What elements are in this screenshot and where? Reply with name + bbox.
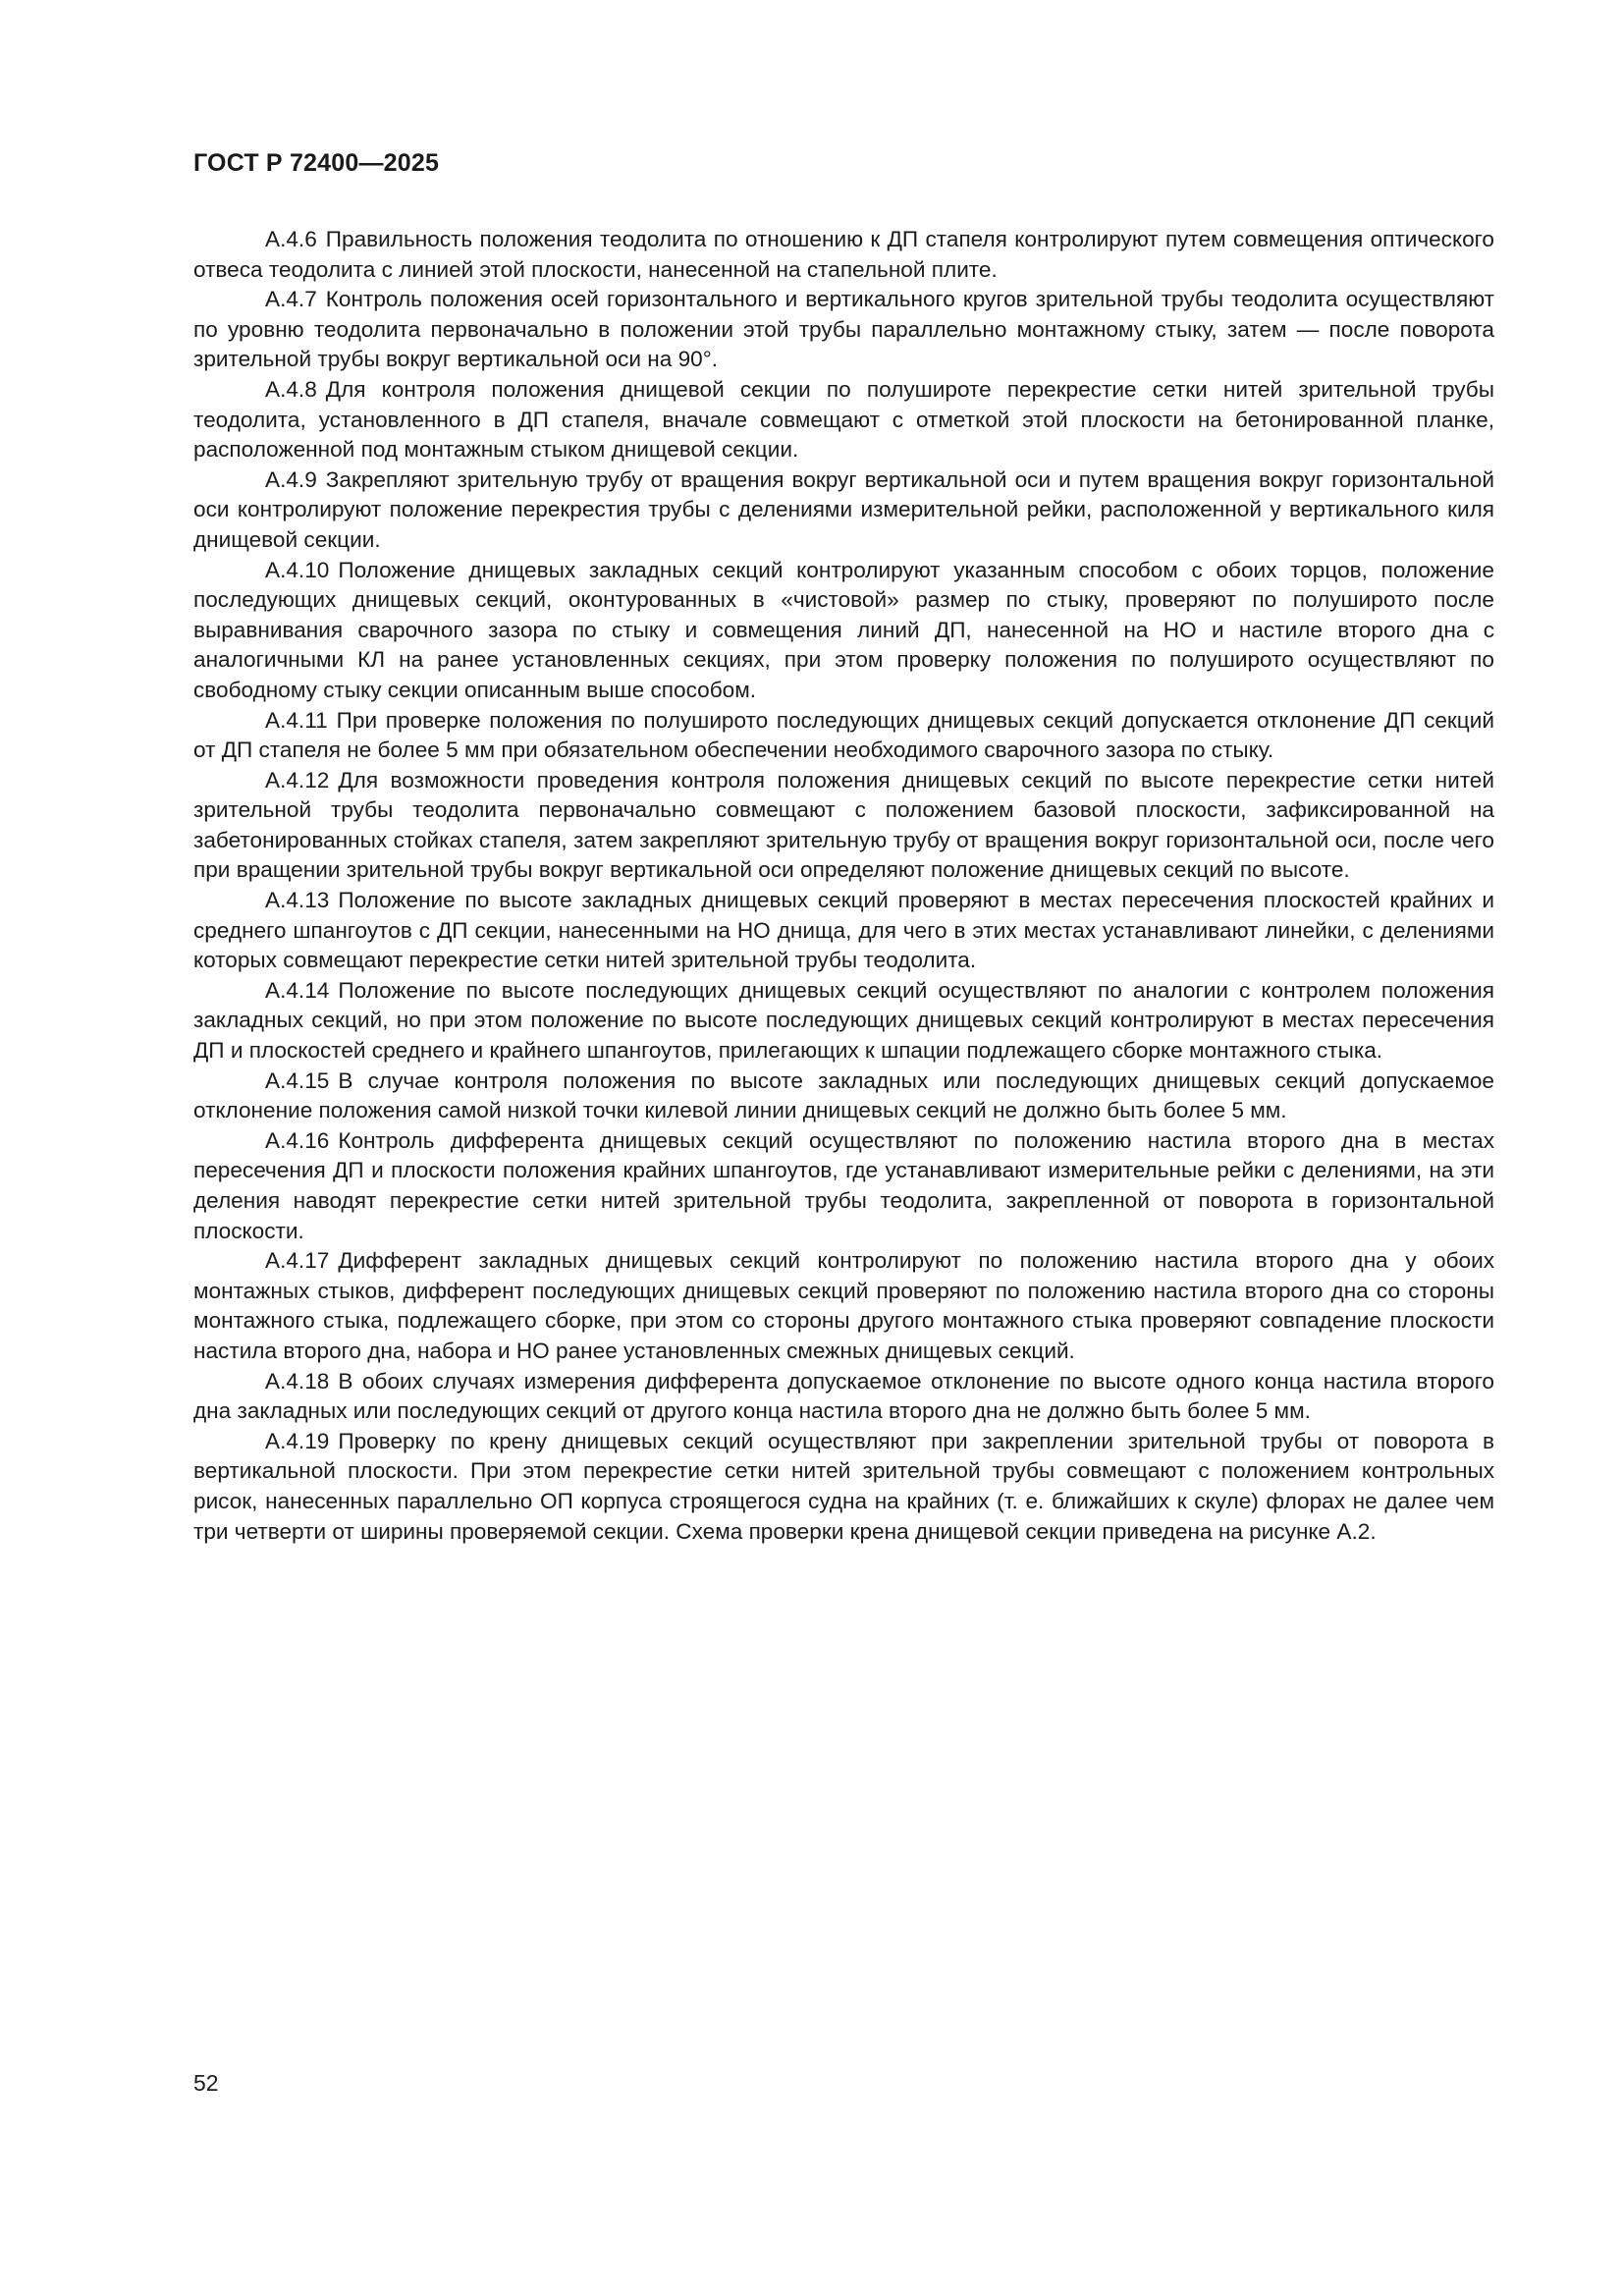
document-body — [193, 225, 1494, 1547]
paragraph-text: При проверке положения по полуширото последующих днищевых секций допускается отклонение ДП секций от ДП стапеля не более 5 мм при обязательном обеспечении необходимого сварочного зазора по стыку. — [193, 707, 1494, 763]
paragraph-number: А.4.8 — [265, 376, 317, 402]
paragraph-a-4-13 — [193, 886, 1494, 976]
paragraph-number: А.4.12 — [265, 767, 330, 793]
paragraph-a-4-12 — [193, 766, 1494, 886]
paragraph-a-4-18 — [193, 1367, 1494, 1427]
paragraph-number: А.4.7 — [265, 287, 317, 312]
paragraph-number: А.4.18 — [265, 1368, 330, 1394]
paragraph-number: А.4.9 — [265, 466, 317, 492]
paragraph-text: Положение по высоте закладных днищевых секций проверяют в местах пересечения плоскостей крайних и среднего шпангоутов с ДП секции, нанесенными на НО днища, для чего в этих местах устанавливают линейки, с делениями которых совмещают перекрестие сетки нитей зрительной трубы теодолита. — [193, 888, 1494, 973]
paragraph-a-4-14 — [193, 976, 1494, 1066]
paragraph-number: А.4.16 — [265, 1127, 330, 1153]
paragraph-text: Для контроля положения днищевой секции по полушироте перекрестие сетки нитей зрительной трубы теодолита, установленного в ДП стапеля, вначале совмещают с отметкой этой плоскости на бетонированной планке, расположенной под монтажным стыком днищевой секции. — [193, 376, 1494, 463]
paragraph-a-4-6 — [193, 225, 1494, 285]
paragraph-a-4-16 — [193, 1126, 1494, 1246]
paragraph-number: А.4.13 — [265, 888, 330, 913]
paragraph-number: А.4.17 — [265, 1248, 330, 1274]
paragraph-text: Положение по высоте последующих днищевых секций осуществляют по аналогии с контролем положения закладных секций, но при этом положение по высоте последующих днищевых секций контролируют в местах пересечения ДП и плоскостей среднего и крайнего шпангоутов, прилегающих к шпации подлежащего сборке монтажного стыка. — [193, 977, 1494, 1064]
paragraph-text: Для возможности проведения контроля положения днищевых секций по высоте перекрестие сетки нитей зрительной трубы теодолита первоначально совмещают с положением базовой плоскости, зафиксированной на забетонированных стойках стапеля, затем закрепляют зрительную трубу от вращения вокруг горизонтальной оси, после чего при вращении зрительной трубы вокруг вертикальной оси определяют положение днищевых секций по высоте. — [193, 767, 1494, 883]
paragraph-text: Правильность положения теодолита по отношению к ДП стапеля контролируют путем совмещения оптического отвеса теодолита с линией этой плоскости, нанесенной на стапельной плите. — [193, 227, 1494, 282]
paragraph-text: В обоих случаях измерения дифферента допускаемое отклонение по высоте одного конца настила второго дна закладных или последующих секций от другого конца настила второго дна не должно быть более 5 мм. — [193, 1368, 1494, 1424]
paragraph-a-4-15 — [193, 1066, 1494, 1126]
paragraph-a-4-7 — [193, 285, 1494, 375]
paragraph-text: В случае контроля положения по высоте закладных или последующих днищевых секций допускаемое отклонение положения самой низкой точки килевой линии днищевых секций не должно быть более 5 мм. — [193, 1067, 1494, 1123]
paragraph-number: А.4.10 — [265, 557, 330, 582]
paragraph-text: Положение днищевых закладных секций контролируют указанным способом с обоих торцов, положение последующих днищевых секций, оконтурованных в «чистовой» размер по стыку, проверяют по полуширото после выравнивания сварочного зазора по стыку и совмещения линий ДП, нанесенной на НО и настиле второго дна с аналогичными КЛ на ранее установленных секциях, при этом проверку положения по полуширото осуществляют по свободному стыку секции описанным выше способом. — [193, 557, 1494, 702]
paragraph-text: Дифферент закладных днищевых секций контролируют по положению настила второго дна у обоих монтажных стыков, дифферент последующих днищевых секций проверяют по положению настила второго дна со стороны монтажного стыка, подлежащего сборке, при этом со стороны другого монтажного стыка проверяют совпадение плоскости настила второго дна, набора и НО ранее установленных смежных днищевых секций. — [193, 1248, 1494, 1363]
paragraph-number: А.4.19 — [265, 1428, 330, 1453]
paragraph-text: Проверку по крену днищевых секций осуществляют при закреплении зрительной трубы от поворота в вертикальной плоскости. При этом перекрестие сетки нитей зрительной трубы совмещают с положением контрольных рисок, нанесенных параллельно ОП корпуса строящегося судна на крайних (т. е. ближайших к скуле) флорах не далее чем три четверти от ширины проверяемой секции. Схема проверки крена днищевой секции приведена на рисунке А.2. — [193, 1428, 1494, 1544]
paragraph-text: Закрепляют зрительную трубу от вращения вокруг вертикальной оси и путем вращения вокруг горизонтальной оси контролируют положение перекрестия трубы с делениями измерительной рейки, расположенной у вертикального киля днищевой секции. — [193, 466, 1494, 552]
paragraph-number: А.4.6 — [265, 227, 317, 251]
paragraph-text: Контроль дифферента днищевых секций осуществляют по положению настила второго дна в местах пересечения ДП и плоскости положения крайних шпангоутов, где устанавливают измерительные рейки с делениями, на эти деления наводят перекрестие сетки нитей зрительной трубы теодолита, закрепленной от поворота в горизонтальной плоскости. — [193, 1127, 1494, 1243]
paragraph-a-4-17 — [193, 1246, 1494, 1366]
page-number: 52 — [193, 2070, 219, 2096]
paragraph-a-4-8 — [193, 375, 1494, 465]
paragraph-a-4-11 — [193, 706, 1494, 766]
paragraph-number: А.4.14 — [265, 977, 330, 1003]
paragraph-a-4-10 — [193, 556, 1494, 706]
paragraph-number: А.4.11 — [265, 707, 328, 733]
paragraph-text: Контроль положения осей горизонтального и вертикального кругов зрительной трубы теодолита осуществляют по уровню теодолита первоначально в положении этой трубы параллельно монтажному стыку, затем — после поворота зрительной трубы вокруг вертикальной оси на 90°. — [193, 287, 1494, 372]
document-header: ГОСТ Р 72400—2025 — [193, 149, 440, 177]
paragraph-a-4-19 — [193, 1427, 1494, 1547]
paragraph-a-4-9 — [193, 465, 1494, 556]
paragraph-number: А.4.15 — [265, 1067, 330, 1093]
